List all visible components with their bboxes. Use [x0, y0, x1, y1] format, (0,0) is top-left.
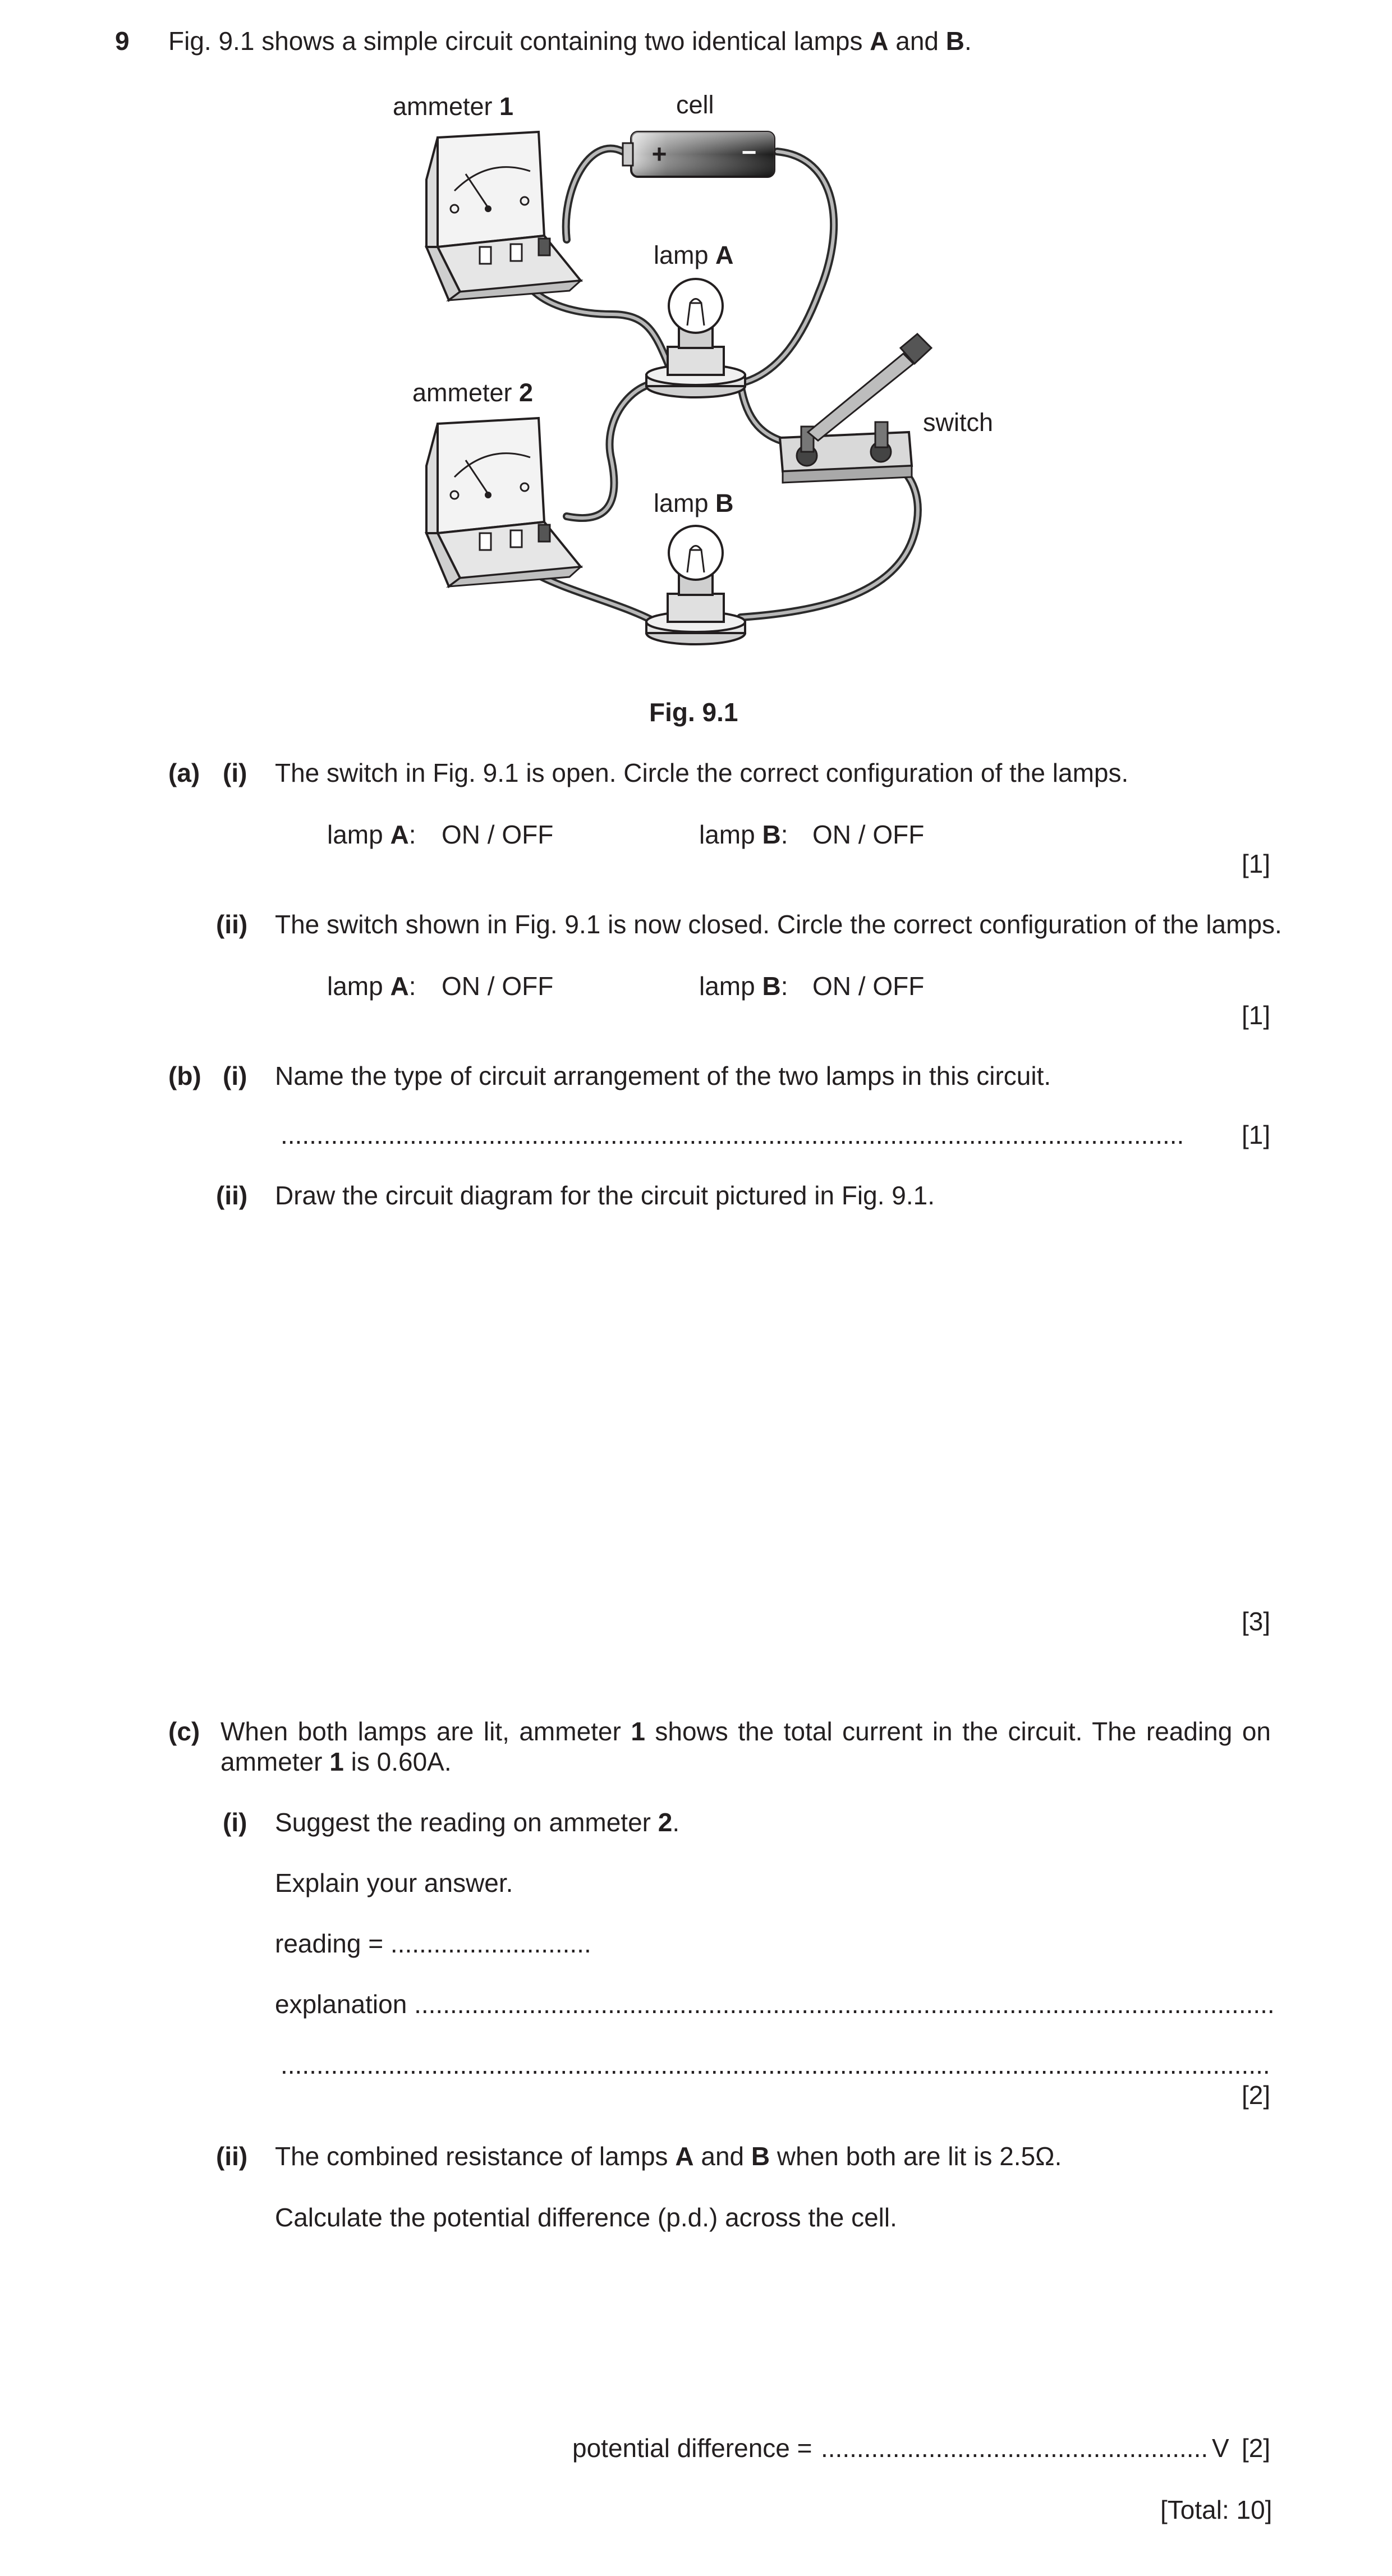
lamp-a-drawing — [646, 279, 745, 397]
part-c-text-line2: ammeter 1 is 0.60A. — [220, 1747, 452, 1776]
part-c-ii-marks: [2] — [1242, 2433, 1271, 2463]
part-a-i-marks: [1] — [1242, 849, 1271, 878]
part-b-i-answer-line[interactable]: .............................................................................................................................. — [281, 1120, 1184, 1149]
part-b-ii-label: (ii) — [216, 1181, 248, 1210]
ammeter-2-drawing — [426, 418, 581, 586]
part-a-ii-lamp-b: lamp B: — [699, 971, 788, 1001]
switch-label: switch — [923, 408, 994, 437]
part-c-ii-calc: Calculate the potential difference (p.d.) across the cell. — [275, 2203, 897, 2232]
intro-end: . — [964, 26, 972, 56]
switch-drawing — [780, 334, 931, 483]
question-number: 9 — [115, 26, 130, 56]
part-c-i-explanation[interactable]: explanation ........................................................................................................................ — [275, 1990, 1275, 2019]
part-a-ii-lamp-b-options[interactable]: ON / OFF — [812, 971, 925, 1001]
intro-and: and — [888, 26, 946, 56]
part-c-i-label: (i) — [223, 1808, 247, 1837]
part-a-ii-label: (ii) — [216, 910, 248, 939]
part-c-ii-text: The combined resistance of lamps A and B when both are lit is 2.5Ω. — [275, 2142, 1062, 2171]
pd-unit: V — [1212, 2433, 1229, 2463]
lamp-a-label: lamp A — [654, 241, 734, 269]
cell-minus-sign: − — [741, 137, 757, 167]
intro-lamp-b: B — [945, 26, 965, 56]
part-c-i-marks: [2] — [1242, 2080, 1271, 2110]
part-b-i-label: (i) — [223, 1061, 247, 1090]
ammeter-1-label: ammeter 1 — [393, 92, 514, 121]
part-c-ii-label: (ii) — [216, 2142, 248, 2171]
cell-drawing — [623, 132, 774, 177]
lamp-b-label: lamp B — [654, 489, 734, 517]
part-c-i-reading[interactable]: reading = ............................ — [275, 1929, 591, 1958]
part-a-ii-marks: [1] — [1242, 1001, 1271, 1030]
question-intro — [168, 26, 972, 56]
part-a-ii-lamp-a-options[interactable]: ON / OFF — [442, 971, 554, 1001]
intro-text: Fig. 9.1 shows a simple circuit containing two identical lamps — [168, 26, 870, 56]
part-b-i-text: Name the type of circuit arrangement of the two lamps in this circuit. — [275, 1061, 1051, 1090]
cell-label: cell — [676, 90, 714, 119]
lamp-b-drawing — [646, 526, 745, 644]
ammeter-1-drawing — [426, 132, 581, 300]
part-a-i-lamp-a-options[interactable]: ON / OFF — [442, 820, 554, 849]
part-b-ii-drawing-area[interactable] — [275, 1218, 1274, 1583]
pd-answer-line[interactable]: ...................................................... — [821, 2433, 1209, 2463]
part-a-i-lamp-b: lamp B: — [699, 820, 788, 849]
pd-label: potential difference = — [572, 2433, 812, 2463]
part-c-i-explain: Explain your answer. — [275, 1868, 513, 1897]
part-a-label: (a) — [168, 758, 200, 787]
circuit-figure — [376, 79, 1021, 662]
part-b-ii-marks: [3] — [1242, 1607, 1271, 1636]
part-c-text-line1: When both lamps are lit, ammeter 1 shows the total current in the circuit. The reading on — [220, 1717, 1271, 1746]
part-a-ii-lamp-a: lamp A: — [327, 971, 416, 1001]
part-b-i-marks: [1] — [1242, 1120, 1271, 1149]
part-c-i-text: Suggest the reading on ammeter 2. — [275, 1808, 680, 1837]
part-c-label: (c) — [168, 1717, 200, 1746]
part-a-i-lamp-a: lamp A: — [327, 820, 416, 849]
part-c-i-explanation-line2[interactable]: .......................................................................................................................................... — [281, 2050, 1270, 2079]
part-b-ii-text: Draw the circuit diagram for the circuit pictured in Fig. 9.1. — [275, 1181, 935, 1210]
part-a-i-text: The switch in Fig. 9.1 is open. Circle the correct configuration of the lamps. — [275, 758, 1129, 787]
total-marks: [Total: 10] — [1160, 2495, 1272, 2524]
intro-lamp-a: A — [870, 26, 889, 56]
part-a-ii-text: The switch shown in Fig. 9.1 is now closed. Circle the correct configuration of the lamps. — [275, 910, 1282, 939]
part-a-i-lamp-b-options[interactable]: ON / OFF — [812, 820, 925, 849]
cell-plus-sign: + — [651, 139, 667, 168]
part-b-label: (b) — [168, 1061, 201, 1090]
figure-caption: Fig. 9.1 — [649, 698, 738, 727]
ammeter-2-label: ammeter 2 — [412, 378, 534, 407]
part-a-i-label: (i) — [223, 758, 247, 787]
